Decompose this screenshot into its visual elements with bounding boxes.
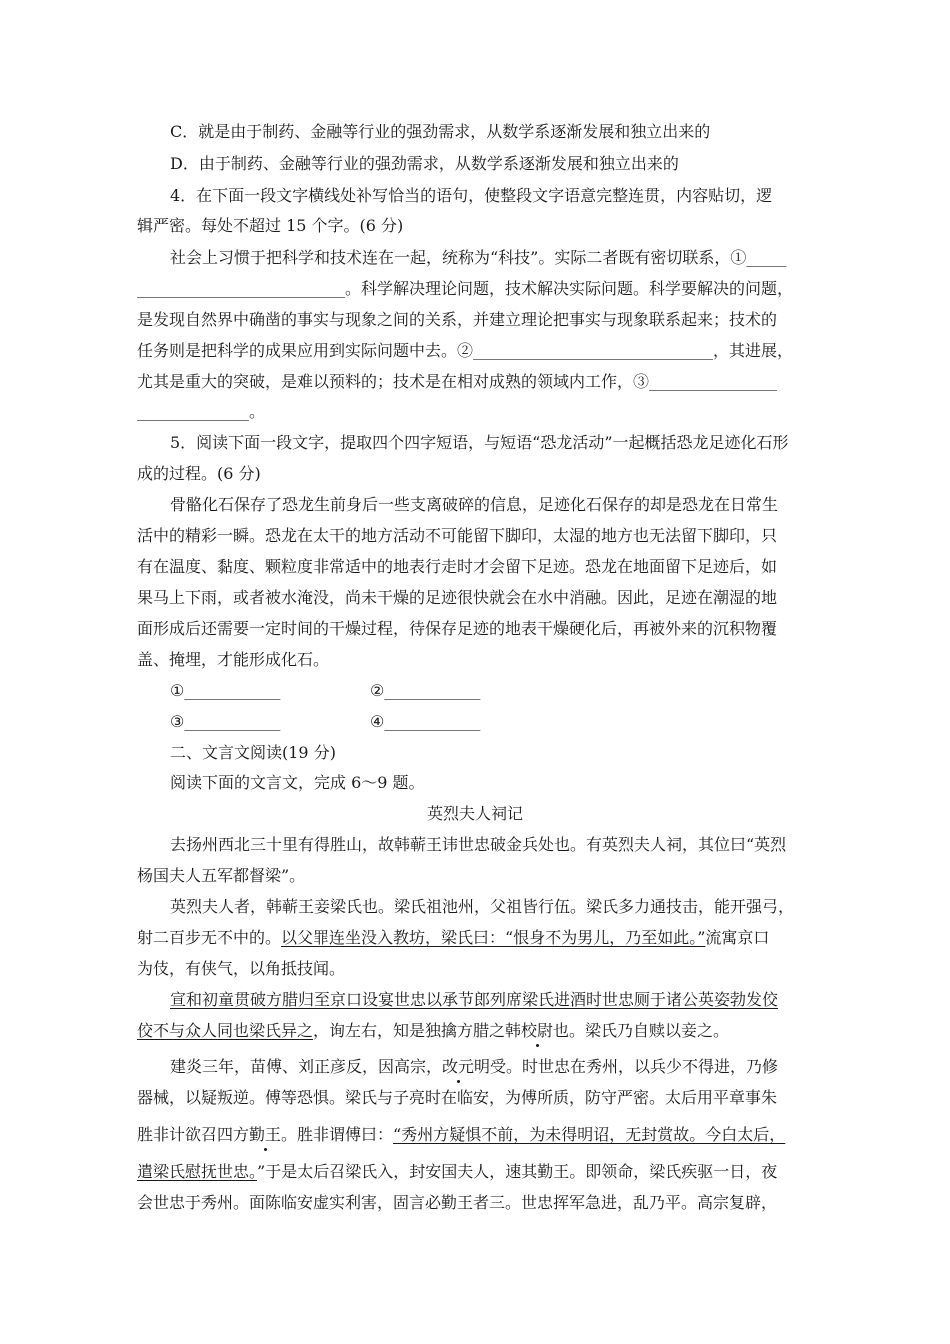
dotted-term-xiaowei: 校尉 [521, 1021, 554, 1040]
q4-stem-line-2: 辑严密。每处不超过 15 个字。(6 分) [137, 216, 404, 235]
q5-stem-line-2: 成的过程。(6 分) [137, 464, 261, 483]
q4-paragraph-line-4: 任务则是把科学的成果应用到实际问题中去。②______________________________，其进展， [137, 341, 794, 360]
q4-paragraph-line-2: __________________________。科学解决理论问题，技术解决实际问题。科学要解决的问题， [137, 279, 794, 298]
passage-text: 胜非计欲召四方 [137, 1125, 250, 1144]
answer-blank-4[interactable]: ④____________ [370, 712, 481, 731]
passage-p2-line-2 [137, 927, 769, 949]
passage-text: 明受。时世忠在秀州，以兵少不得进，乃修 [474, 1057, 779, 1076]
passage-text: 射二百步无不中的。 [137, 928, 282, 947]
passage-p1-line-1: 去扬州西北三十里有得胜山，故韩蕲王讳世忠破金兵处也。有英烈夫人祠，其位曰“英烈 [170, 835, 787, 854]
section-instruction: 阅读下面的文言文，完成 6～9 题。 [170, 773, 425, 792]
passage-p4-line-2: 器械，以疑叛逆。傅等恐惧。梁氏与子亮时在临安，为傅所质，防守严密。太后用平章事朱 [137, 1088, 778, 1107]
underlined-translation-sentence: 遣梁氏慰抚世忠。 [137, 1162, 258, 1181]
passage-text: 也。梁氏乃自赎以妾之。 [553, 1021, 730, 1040]
underlined-punctuation-segment: 佼不与众人同也梁氏异之 [137, 1021, 314, 1040]
passage-p2-line-1: 英烈夫人者，韩蕲王妾梁氏也。梁氏祖池州，父祖皆行伍。梁氏多力通技击，能开强弓， [170, 897, 795, 916]
q4-paragraph-line-1: 社会上习惯于把科学和技术连在一起，统称为“科技”。实际二者既有密切联系，①_____ [170, 248, 787, 267]
q4-paragraph-line-5: 尤其是重大的突破，是难以预料的；技术是在相对成熟的领域内工作，③________________ [137, 372, 778, 391]
q5-paragraph-line-2: 活中的精彩一瞬。恐龙在太干的地方活动不可能留下脚印，太湿的地方也无法留下脚印，只 [137, 526, 778, 545]
q4-paragraph-line-6: ______________。 [137, 402, 266, 421]
passage-p3-line-2 [137, 1020, 729, 1042]
q3-option-d: D．由于制药、金融等行业的强劲需求，从数学系逐渐发展和独立出来的 [170, 154, 679, 173]
q4-stem-line-1: 4．在下面一段文字横线处补写恰当的语句，使整段文字语意完整连贯，内容贴切，逻 [170, 186, 773, 205]
answer-blank-2[interactable]: ②____________ [370, 681, 481, 700]
passage-p4-line-4 [137, 1161, 777, 1183]
passage-p2-line-3: 为伎，有侠气，以角抵技闻。 [137, 959, 346, 978]
passage-text: 建炎三年，苗傅、刘正彦反，因高宗， [170, 1057, 443, 1076]
q3-option-c: C．就是由于制药、金融等行业的强劲需求，从数学系逐渐发展和独立出来的 [170, 122, 711, 141]
underlined-translation-sentence: “秀州方疑惧不前，为未得明诏，无封赏故。今白太后， [393, 1125, 786, 1144]
passage-p1-line-2: 杨国夫人五军都督梁”。 [137, 866, 306, 885]
dotted-term-gaiyuan: 改元 [442, 1057, 475, 1076]
q5-paragraph-line-1: 骨骼化石保存了恐龙生前身后一些支离破碎的信息，足迹化石保存的却是恐龙在日常生 [170, 495, 779, 514]
underlined-punctuation-segment: 宣和初童贯破方腊归至京口设宴世忠以承节郎列席梁氏进酒时世忠厕于诸公英姿勃发佼 [170, 990, 779, 1009]
q5-paragraph-line-5: 面形成后还需要一定时间的干燥过程，待保存足迹的地表干燥硬化后，再被外来的沉积物覆 [137, 619, 778, 638]
passage-text: 流寓京口 [705, 928, 770, 947]
passage-p4-line-5: 会世忠于秀州。面陈临安虚实利害，固言必勤王者三。世忠挥军急进，乱乃平。高宗复辟， [137, 1193, 778, 1212]
passage-p4-line-3 [137, 1124, 785, 1146]
passage-title: 英烈夫人祠记 [426, 804, 523, 823]
passage-p4-line-1 [170, 1056, 778, 1078]
q5-paragraph-line-3: 有在温度、黏度、颗粒度非常适中的地表行走时才会留下足迹。恐龙在地面留下足迹后，如 [137, 557, 778, 576]
section-heading: 二、文言文阅读(19 分) [170, 743, 336, 762]
q4-paragraph-line-3: 是发现自然界中确凿的事实与现象之间的关系，并建立理论把事实与现象联系起来；技术的 [137, 310, 778, 329]
answer-blank-1[interactable]: ①____________ [170, 681, 281, 700]
passage-text: ”于是太后召梁氏入，封安国夫人，速其勤王。即领命，梁氏疾驱一日，夜 [257, 1162, 778, 1181]
passage-text: 。胜非谓傅曰： [281, 1125, 394, 1144]
q5-paragraph-line-4: 果马上下雨，或者被水淹没，尚未干燥的足迹很快就会在水中消融。因此，足迹在潮湿的地 [137, 588, 778, 607]
answer-blank-3[interactable]: ③____________ [170, 712, 281, 731]
q5-paragraph-line-6: 盖、掩埋，才能形成化石。 [137, 650, 330, 669]
passage-text: ，询左右，知是独擒方腊之韩 [313, 1021, 522, 1040]
q5-stem-line-1: 5．阅读下面一段文字，提取四个四字短语，与短语“恐龙活动”一起概括恐龙足迹化石形 [170, 433, 789, 452]
passage-p3-line-1 [170, 989, 778, 1011]
dotted-term-qinwang: 勤王 [249, 1125, 282, 1144]
underlined-translation-sentence: 以父罪连坐没入教坊，梁氏曰：“恨身不为男儿，乃至如此。” [281, 928, 706, 947]
